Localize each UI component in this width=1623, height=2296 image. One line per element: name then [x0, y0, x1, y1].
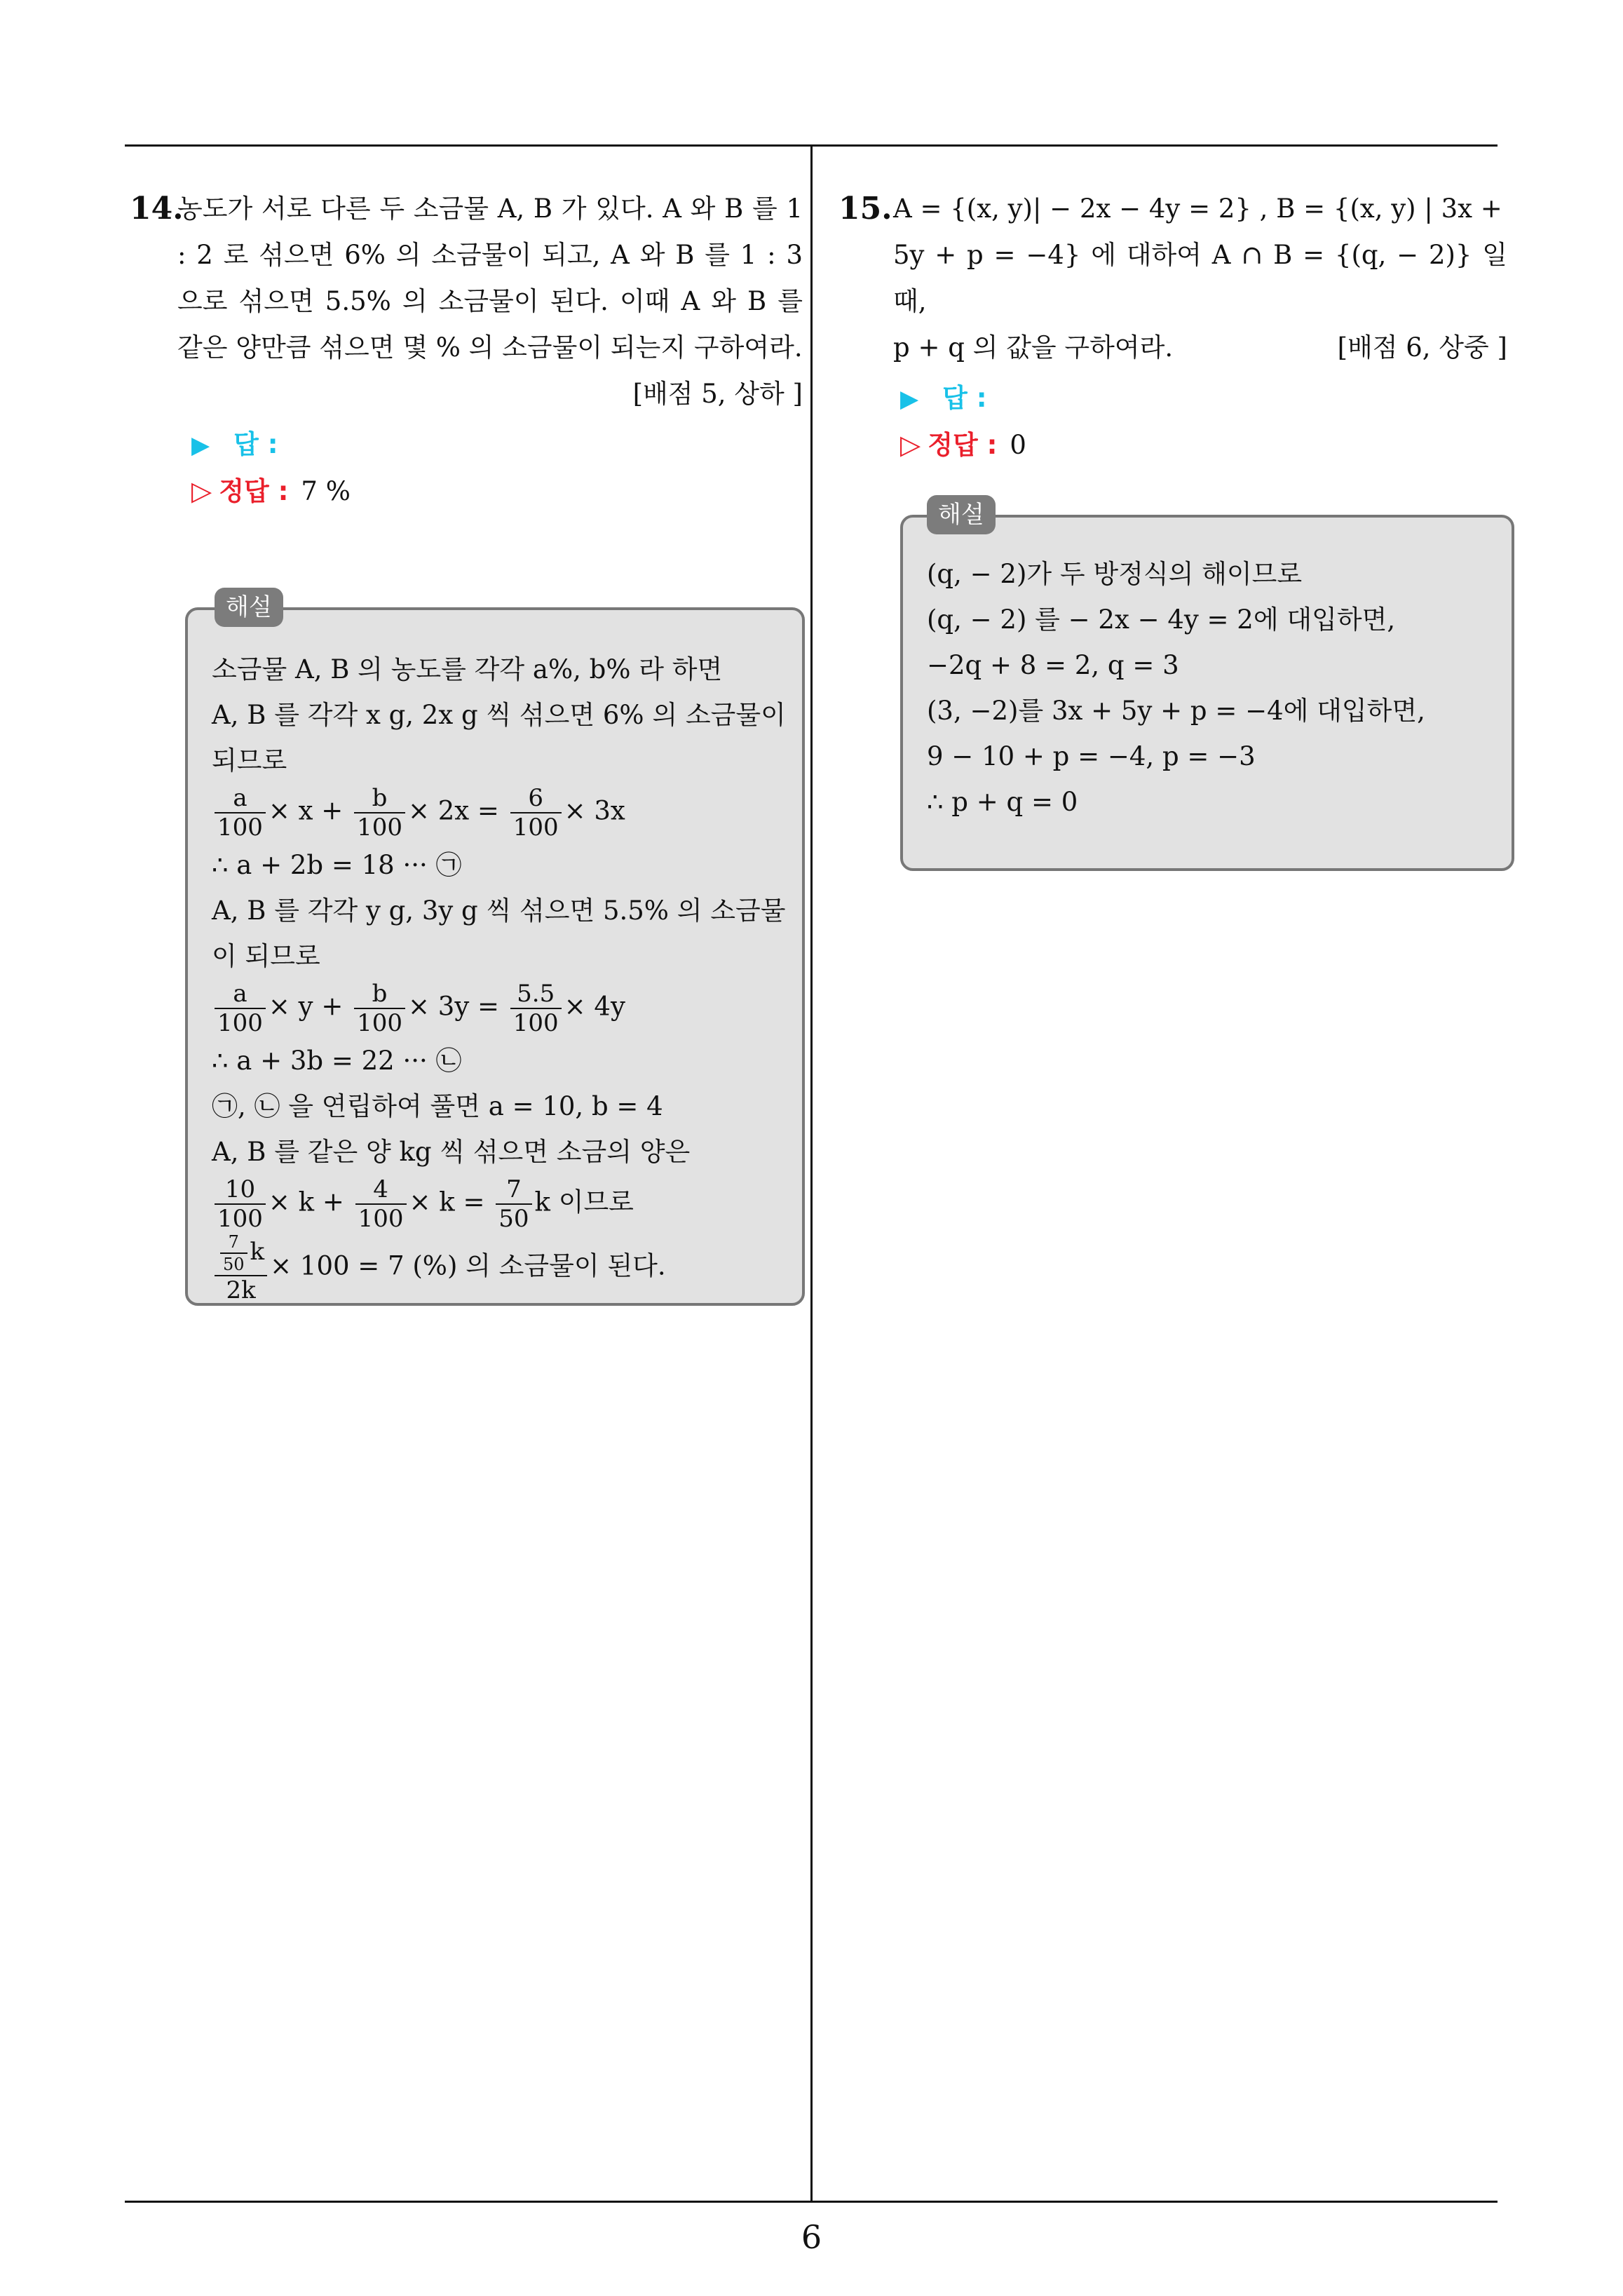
question-14: [130, 186, 803, 514]
question-text: [893, 186, 1507, 371]
answer-label: 답 :: [942, 383, 987, 413]
question-15: [838, 186, 1507, 468]
correct-answer-row: [191, 468, 803, 514]
question-statement: 농도가 서로 다른 두 소금물 A, B 가 있다. A 와 B 를 1 : 2 로 섞으면 6% 의 소금물이 되고, A 와 B 를 1 : 3 으로 섞으면 5.5% 의 소금물이 된다. 이때 A 와 B 를 같은 양만큼 섞으면 몇 % 의 소금물이 되는지 구하여라.: [177, 194, 803, 363]
fraction: $\frac{7}{50}$: [496, 1177, 531, 1231]
page-number: 6: [801, 2218, 822, 2256]
bottom-rule: [125, 2201, 1498, 2203]
fraction: $\frac{b}{100}$: [354, 786, 405, 839]
fraction: $\frac{10}{100}$: [215, 1177, 266, 1231]
play-triangle-icon: ▶: [191, 431, 210, 459]
score-label: [배점 6, 상중 ]: [1337, 332, 1507, 363]
solution-line: 9 − 10 + p = −4, p = −3: [927, 741, 1256, 771]
solution-line: ∴ a + 2b = 18 ··· ㉠: [212, 850, 462, 880]
solution-tag: 해설: [215, 588, 283, 627]
correct-answer-row: [900, 421, 1507, 468]
fraction: $\frac{6}{100}$: [510, 786, 562, 839]
solution-line: A, B 를 같은 양 kg 씩 섞으면 소금의 양은: [212, 1137, 691, 1167]
solution-box-14: [185, 593, 805, 1306]
correct-answer-label: 정답 :: [928, 430, 998, 460]
solution-line: (3, −2)를 3x + 5y + p = −4에 대입하면,: [927, 696, 1425, 726]
equation-3: $\frac{10}{100}$ × k + $\frac{4}{100}$ × k = $\frac{7}{50}$ k 이므로: [212, 1177, 788, 1231]
question-number: 14.: [130, 191, 184, 227]
solution-line: (q, − 2) 를 − 2x − 4y = 2에 대입하면,: [927, 605, 1396, 635]
fraction: $\frac{5.5}{100}$: [510, 982, 562, 1035]
equation-4: $\frac{7}{50}$ k 2k × 100 = 7 (%) 의 소금물이 된다.: [212, 1234, 788, 1302]
score-label: [배점 5, 상하 ]: [632, 379, 803, 409]
column-divider: [810, 144, 813, 2202]
solution-line: 소금물 A, B 의 농도를 각각 a%, b% 라 하면: [212, 654, 723, 684]
solution-line: 이 되므로: [212, 941, 320, 971]
solution-line: −2q + 8 = 2, q = 3: [927, 650, 1179, 680]
solution-line: A, B 를 각각 x g, 2x g 씩 섞으면 6% 의 소금물이: [212, 700, 786, 730]
correct-answer-label: 정답 :: [219, 476, 289, 506]
fraction: $\frac{a}{100}$: [215, 982, 266, 1035]
inner-fraction: $\frac{7}{50}$: [220, 1234, 247, 1273]
answer-row: [900, 375, 1507, 421]
outline-triangle-icon: ▷: [191, 475, 212, 506]
question-text: [177, 186, 803, 417]
solution-line: (q, − 2)가 두 방정식의 해이므로: [927, 559, 1303, 589]
equation-1: $\frac{a}{100}$ × x + $\frac{b}{100}$ × 2x = $\frac{6}{100}$ × 3x: [212, 786, 788, 839]
solution-line: ㉠, ㉡ 을 연립하여 풀면 a = 10, b = 4: [212, 1091, 663, 1121]
outline-triangle-icon: ▷: [900, 429, 921, 460]
question-line: p + q 의 값을 구하여라. [배점 6, 상중 ]: [893, 325, 1507, 371]
solution-line: A, B 를 각각 y g, 3y g 씩 섞으면 5.5% 의 소금물: [212, 896, 786, 926]
fraction: $\frac{b}{100}$: [354, 982, 405, 1035]
answer-row: [191, 421, 803, 468]
answer-label: 답 :: [233, 429, 278, 459]
fraction: $\frac{a}{100}$: [215, 786, 266, 839]
compound-fraction: $\frac{7}{50}$ k 2k: [215, 1234, 267, 1302]
question-line: A = {(x, y)| − 2x − 4y = 2} , B = {(x, y) | 3x +: [893, 194, 1502, 224]
solution-line: 되므로: [212, 745, 287, 776]
equation-2: $\frac{a}{100}$ × y + $\frac{b}{100}$ × 3y = $\frac{5.5}{100}$ × 4y: [212, 982, 788, 1035]
solution-tag: 해설: [927, 495, 996, 534]
correct-answer-value: 0: [1010, 430, 1026, 460]
correct-answer-value: 7 %: [301, 476, 351, 506]
solution-line: ∴ p + q = 0: [927, 787, 1078, 817]
question-line: 5y + p = −4} 에 대하여 A ∩ B = {(q, − 2)} 일 때,: [893, 240, 1507, 316]
play-triangle-icon: ▶: [900, 385, 919, 413]
fraction: $\frac{4}{100}$: [355, 1177, 407, 1231]
question-number: 15.: [838, 191, 892, 227]
solution-line: ∴ a + 3b = 22 ··· ㉡: [212, 1046, 462, 1076]
solution-box-15: [900, 501, 1514, 871]
